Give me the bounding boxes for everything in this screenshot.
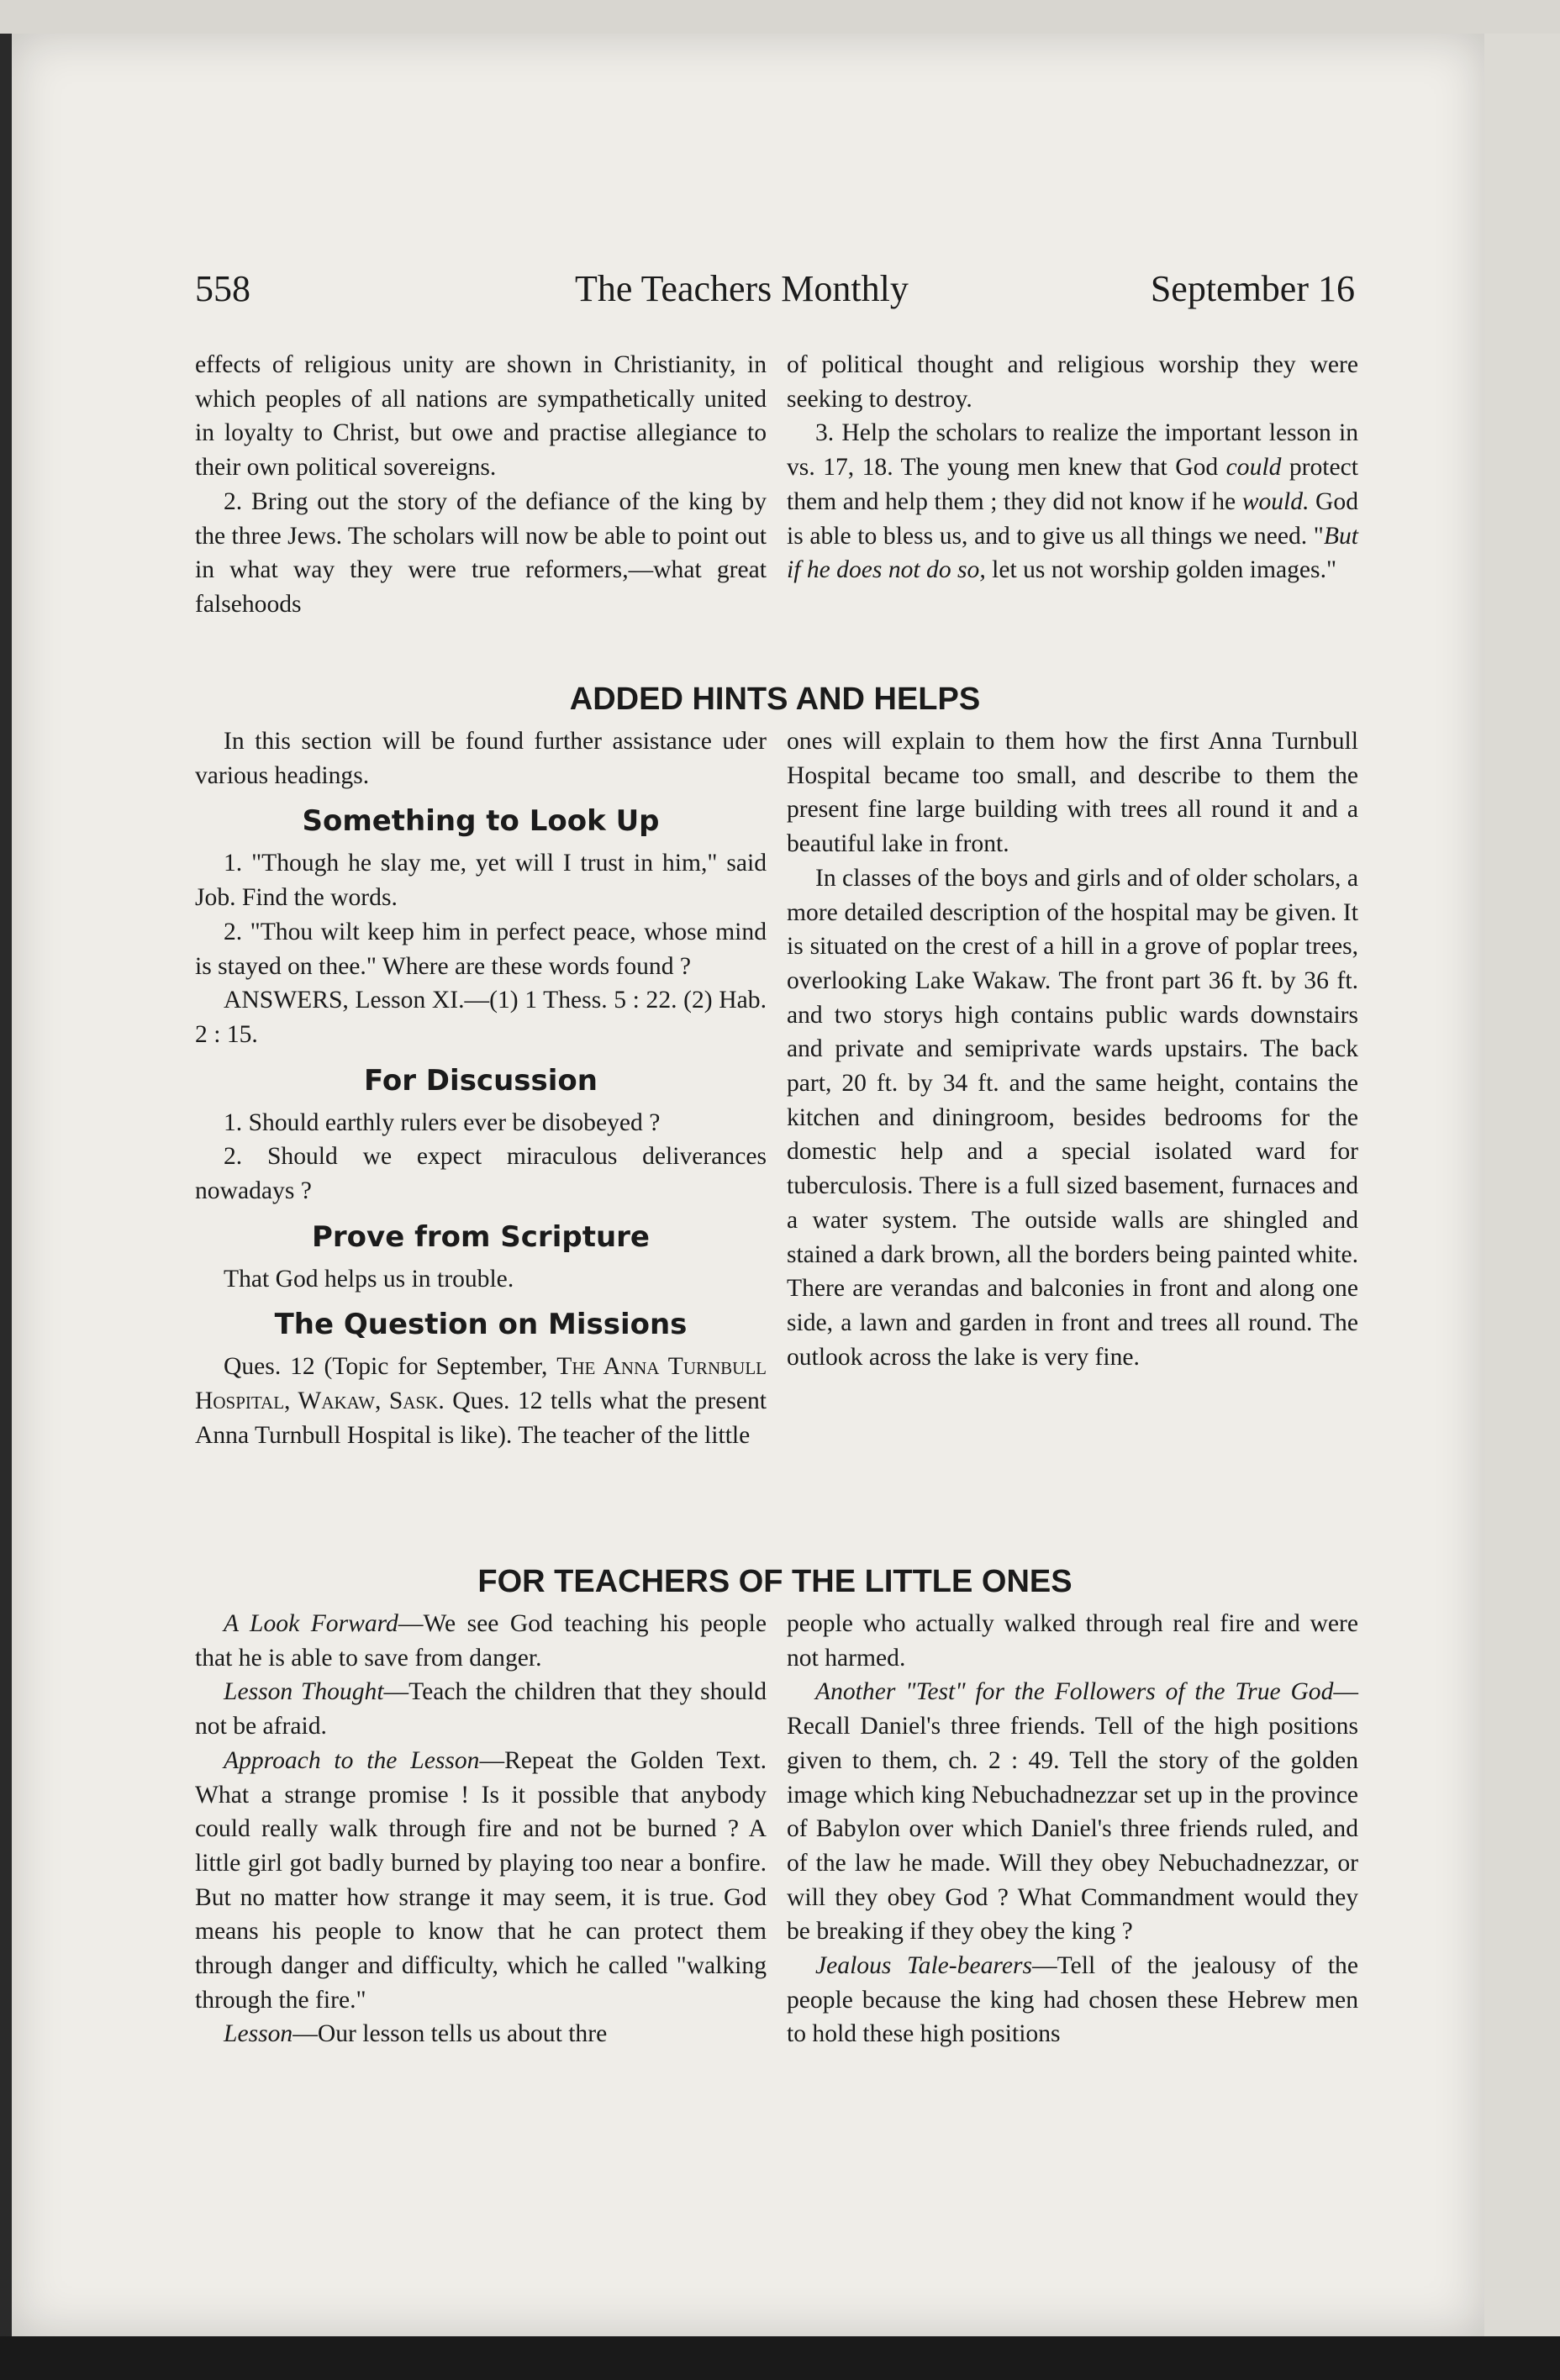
journal-title: The Teachers Monthly <box>575 268 909 309</box>
paragraph: A Look Forward—We see God teaching his people that he is able to save from danger. <box>195 1610 767 1672</box>
paragraph: That God helps us in trouble. <box>224 1265 514 1293</box>
question: 2. "Thou wilt keep him in perfect peace, whose mind is stayed on thee." Where are these words found ? <box>195 918 767 980</box>
paragraph: 2. Bring out the story of the defiance of the king by the three Jews. The scholars will now be able to point out in what way they were true reformers,—what great falsehoods <box>195 487 767 618</box>
running-header <box>195 267 1355 326</box>
subheading-discussion: For Discussion <box>364 1063 598 1098</box>
scan-top-edge <box>0 0 1560 34</box>
subheading-missions: The Question on Missions <box>274 1308 688 1342</box>
question: 2. Should we expect miraculous deliverances nowadays ? <box>195 1143 767 1205</box>
issue-date: September 16 <box>1150 268 1355 309</box>
paragraph: In classes of the boys and girls and of older scholars, a more detailed description of the hospital may be given. It is situated on the crest of a hill in a grove of poplar trees, overlooking Lake Wakaw. The front part 36 ft. by 36 ft. and two storys high contains public wards downstairs and private and semiprivate wards upstairs. The back part, 20 ft. by 34 ft. and the same height, contains the kitchen and diningroom, besides bedrooms for the domestic help and a special isolated ward for tuberculosis. There is a full sized basement, furnaces and a water system. The outside walls are shingled and stained a dark brown, all the borders being painted white. There are verandas and balconies in front and along one side, a lawn and garden in front and trees all round. The outlook across the lake is very fine. <box>787 864 1358 1371</box>
paragraph: people who actually walked through real fire and were not harmed. <box>787 1610 1358 1672</box>
question: 1. "Though he slay me, yet will I trust in him," said Job. Find the words. <box>195 850 767 912</box>
paragraph: 3. Help the scholars to realize the important lesson in vs. 17, 18. The young men knew that God could protect them and help them ; they did not know if he would. God is able to bless us, and to give us all things we need. "But if he does not do so, let us not worship golden images." <box>787 419 1359 584</box>
scan-bottom-edge <box>0 2336 1560 2380</box>
paragraph: Ques. 12 (Topic for September, The Anna Turnbull Hospital, Wakaw, Sask. Ques. 12 tells what the present Anna Turnbull Hospital is like). The teacher of the little <box>195 1353 767 1449</box>
top-left-column <box>195 348 767 622</box>
little-right-column <box>787 1607 1358 2051</box>
paragraph: effects of religious unity are shown in Christianity, in which peoples of all nations are sympathetically united in loyalty to Christ, but owe and practise allegiance to their own political sovereigns. <box>195 351 767 482</box>
hints-left-column <box>195 724 767 1453</box>
question: 1. Should earthly rulers ever be disobeyed ? <box>224 1108 661 1136</box>
paragraph: Lesson—Our lesson tells us about thre <box>224 2020 608 2048</box>
paragraph: Another "Test" for the Followers of the True God—Recall Daniel's three friends. Tell of the high positions given to them, ch. 2 : 49. Tell the story of the golden image which king Nebuchadnezzar set up in the province of Babylon over which Daniel's three friends ruled, and of the law he made. Will they obey Nebuchadnezzar, or will they obey God ? What Commandment would they be breaking if they obey the king ? <box>787 1678 1358 1946</box>
little-left-column <box>195 1607 767 2051</box>
paragraph: ones will explain to them how the first Anna Turnbull Hospital became too small, and describe to them the present fine large building with trees all round it and a beautiful lake in front. <box>787 728 1358 858</box>
paragraph: Lesson Thought—Teach the children that they should not be afraid. <box>195 1678 767 1740</box>
top-right-column <box>787 348 1358 587</box>
subheading-look-up: Something to Look Up <box>302 804 660 839</box>
page-number: 558 <box>195 268 250 309</box>
section-heading-added-hints: ADDED HINTS AND HELPS <box>569 682 981 717</box>
section-heading-little-ones: FOR TEACHERS OF THE LITTLE ONES <box>477 1564 1072 1599</box>
paragraph: Jealous Tale-bearers—Tell of the jealousy of the people because the king had chosen these Hebrew men to hold these high positions <box>787 1952 1358 2048</box>
answers: ANSWERS, Lesson XI.—(1) 1 Thess. 5 : 22. (2) Hab. 2 : 15. <box>195 987 767 1048</box>
paragraph: In this section will be found further assistance uder various headings. <box>195 728 767 789</box>
subheading-prove: Prove from Scripture <box>312 1219 650 1254</box>
paragraph: of political thought and religious worship they were seeking to destroy. <box>787 351 1358 413</box>
facing-page-edge <box>1484 34 1560 2336</box>
hints-right-column <box>787 724 1358 1374</box>
paragraph: Approach to the Lesson—Repeat the Golden Text. What a strange promise ! Is it possible that anybody could really walk through fire and not be burned ? A little girl got badly burned by playing too near a bonfire. But no matter how strange it may seem, it is true. God means his people to know that he can protect them through danger and difficulty, which he called "walking through the fire." <box>195 1746 767 2014</box>
